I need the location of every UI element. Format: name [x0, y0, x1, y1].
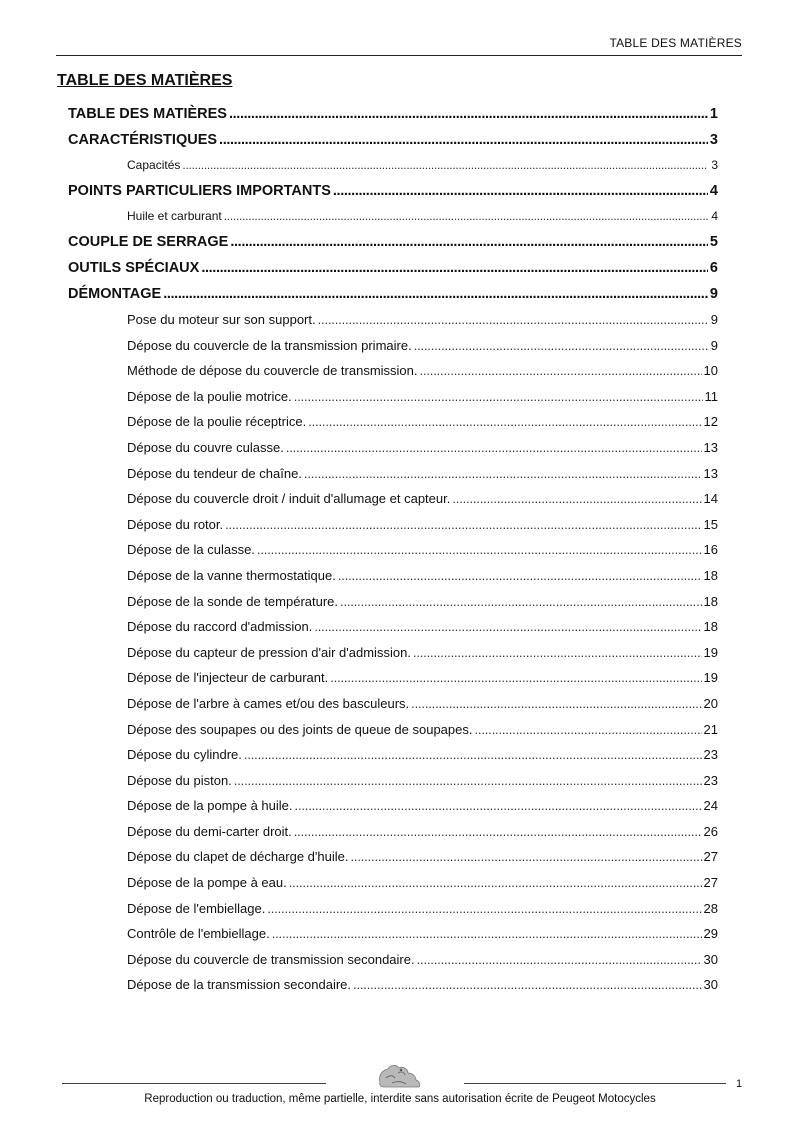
toc-entry-page: 23: [703, 747, 718, 763]
footer-rule-right: [464, 1083, 726, 1084]
toc-entry-page: 9: [710, 312, 718, 327]
dot-leader: [417, 952, 702, 967]
dot-leader: [224, 209, 708, 223]
toc-entry-page: 12: [703, 414, 718, 430]
toc-entry-label: DÉMONTAGE: [68, 286, 162, 302]
toc-entry[interactable]: [68, 952, 718, 978]
toc-entry-label: COUPLE DE SERRAGE: [68, 234, 229, 250]
toc-entry-page: 27: [703, 875, 718, 891]
toc-entry-page: 3: [711, 158, 718, 172]
toc-entry-label: Dépose de l'arbre à cames et/ou des basculeurs.: [127, 695, 410, 711]
toc-entry-page: 23: [703, 772, 718, 788]
dot-leader: [294, 389, 703, 404]
toc-entry-page: 3: [709, 132, 718, 148]
page-title: TABLE DES MATIÈRES: [57, 72, 233, 89]
dot-leader: [272, 926, 702, 941]
toc-entry-page: 19: [703, 644, 718, 660]
dot-leader: [267, 901, 701, 916]
toc-entry-page: 28: [703, 900, 718, 916]
toc-entry-page: 21: [703, 721, 718, 737]
toc-entry-label: Dépose du raccord d'admission.: [127, 619, 313, 635]
toc-entry-page: 9: [710, 337, 718, 353]
toc-entry-page: 15: [703, 516, 718, 532]
toc-entry[interactable]: [68, 773, 718, 799]
toc-entry[interactable]: [68, 670, 718, 696]
toc-entry-label: Dépose du rotor.: [127, 516, 224, 532]
page-number: 1: [736, 1078, 743, 1090]
toc-entry-label: Pose du moteur sur son support.: [127, 312, 316, 327]
toc-entry-page: 30: [703, 977, 718, 993]
dot-leader: [333, 183, 708, 199]
toc-entry[interactable]: [68, 260, 718, 286]
dot-leader: [338, 568, 702, 583]
toc-entry-page: 24: [703, 798, 718, 814]
toc-entry-label: Dépose de la sonde de température.: [127, 593, 339, 609]
toc-entry[interactable]: [68, 696, 718, 722]
dot-leader: [225, 517, 701, 532]
dot-leader: [163, 286, 708, 302]
dot-leader: [244, 747, 702, 762]
toc-entry[interactable]: [68, 824, 718, 850]
toc-entry[interactable]: [68, 747, 718, 773]
toc-entry-page: 4: [711, 209, 718, 223]
toc-entry-page: 19: [703, 670, 718, 686]
toc-entry-label: Dépose du clapet de décharge d'huile.: [127, 849, 349, 865]
toc-entry[interactable]: [68, 440, 718, 466]
dot-leader: [414, 338, 708, 353]
toc-entry-label: Contrôle de l'embiellage.: [127, 926, 270, 942]
toc-entry[interactable]: [68, 312, 718, 338]
toc-entry[interactable]: [68, 414, 718, 440]
toc-entry-label: POINTS PARTICULIERS IMPORTANTS: [68, 183, 331, 199]
dot-leader: [234, 773, 702, 788]
toc-entry[interactable]: [68, 286, 718, 312]
toc-entry-page: 16: [703, 542, 718, 558]
header-rule: [56, 55, 742, 56]
dot-leader: [201, 260, 708, 276]
toc-entry-label: Dépose de la transmission secondaire.: [127, 977, 352, 993]
toc-entry[interactable]: [68, 645, 718, 671]
dot-leader: [411, 696, 701, 711]
dot-leader: [295, 798, 702, 813]
toc-entry-label: Dépose des soupapes ou des joints de queue de soupapes.: [127, 721, 473, 737]
dot-leader: [314, 619, 701, 634]
toc-entry[interactable]: [68, 875, 718, 901]
toc-entry-label: Dépose de la culasse.: [127, 542, 255, 558]
toc-entry-page: 14: [703, 491, 718, 507]
toc-entry-page: 11: [704, 388, 718, 404]
toc-entry[interactable]: [68, 542, 718, 568]
toc-entry[interactable]: [68, 183, 718, 209]
toc-entry-label: Dépose de la vanne thermostatique.: [127, 567, 336, 583]
toc-entry-page: 1: [709, 106, 718, 122]
dot-leader: [182, 158, 708, 172]
toc-entry-label: OUTILS SPÉCIAUX: [68, 260, 200, 276]
copyright-notice: Reproduction ou traduction, même partielle, interdite sans autorisation écrite de Peugeot Motocycles: [144, 1093, 656, 1105]
toc-entry-label: Dépose du demi-carter droit.: [127, 823, 292, 839]
toc-entry-page: 30: [703, 951, 718, 967]
dot-leader: [413, 645, 702, 660]
dot-leader: [289, 875, 702, 890]
toc-entry-label: Dépose du couvercle de la transmission primaire.: [127, 337, 412, 353]
toc-entry-page: 10: [703, 363, 718, 379]
toc-entry-page: 6: [709, 260, 718, 276]
toc-entry-label: Dépose du capteur de pression d'air d'admission.: [127, 644, 411, 660]
toc-entry-page: 13: [703, 439, 718, 455]
toc-entry-label: Dépose de la poulie motrice.: [127, 388, 292, 404]
toc-entry[interactable]: [68, 619, 718, 645]
toc-entry-label: Dépose du cylindre.: [127, 747, 242, 763]
dot-leader: [420, 363, 702, 378]
toc-entry-label: Dépose de la pompe à eau.: [127, 875, 287, 891]
toc-entry[interactable]: [68, 106, 718, 132]
toc-entry[interactable]: [68, 158, 718, 183]
toc-entry[interactable]: [68, 389, 718, 415]
toc-entry-page: 13: [703, 465, 718, 481]
lion-logo-icon: [372, 1060, 428, 1090]
toc-entry-page: 18: [703, 619, 718, 635]
dot-leader: [286, 440, 702, 455]
toc-entry-label: Méthode de dépose du couvercle de transmission.: [127, 363, 418, 379]
toc-entry-page: 20: [703, 695, 718, 711]
table-of-contents: [68, 106, 718, 1003]
dot-leader: [318, 312, 708, 327]
toc-entry[interactable]: [68, 568, 718, 594]
toc-entry-page: 18: [703, 567, 718, 583]
dot-leader: [474, 722, 701, 737]
toc-entry-page: 29: [703, 926, 718, 942]
toc-entry-label: Dépose de la pompe à huile.: [127, 798, 293, 814]
toc-entry-label: Dépose du couvercle de transmission secondaire.: [127, 951, 415, 967]
toc-entry-page: 26: [703, 823, 718, 839]
toc-entry-label: Dépose du tendeur de chaîne.: [127, 465, 302, 481]
toc-entry-label: Dépose du couvre culasse.: [127, 439, 284, 455]
running-header: TABLE DES MATIÈRES: [609, 36, 742, 50]
toc-entry[interactable]: [68, 798, 718, 824]
footer-rule-left: [62, 1083, 326, 1084]
toc-entry-label: Capacités: [127, 158, 181, 172]
toc-entry-label: Dépose de l'injecteur de carburant.: [127, 670, 329, 686]
toc-entry-label: Dépose du couvercle droit / induit d'allumage et capteur.: [127, 491, 451, 507]
toc-entry-page: 18: [703, 593, 718, 609]
toc-entry-label: Huile et carburant: [127, 209, 222, 223]
toc-entry[interactable]: [68, 926, 718, 952]
toc-entry[interactable]: [68, 209, 718, 234]
toc-entry[interactable]: [68, 901, 718, 927]
toc-entry[interactable]: [68, 722, 718, 748]
toc-entry[interactable]: [68, 594, 718, 620]
toc-entry[interactable]: [68, 338, 718, 364]
toc-entry[interactable]: [68, 466, 718, 492]
dot-leader: [330, 670, 701, 685]
dot-leader: [353, 977, 702, 992]
toc-entry-page: 4: [709, 183, 718, 199]
dot-leader: [452, 491, 701, 506]
toc-entry[interactable]: [68, 363, 718, 389]
dot-leader: [304, 466, 702, 481]
toc-entry-label: TABLE DES MATIÈRES: [68, 106, 227, 122]
dot-leader: [350, 849, 701, 864]
toc-entry[interactable]: [68, 132, 718, 158]
dot-leader: [308, 414, 701, 429]
toc-entry[interactable]: [68, 849, 718, 875]
toc-entry[interactable]: [68, 977, 718, 1003]
toc-entry-label: Dépose du piston.: [127, 772, 232, 788]
toc-entry-label: Dépose de l'embiellage.: [127, 900, 266, 916]
dot-leader: [230, 234, 708, 250]
toc-entry-label: Dépose de la poulie réceptrice.: [127, 414, 307, 430]
dot-leader: [340, 594, 702, 609]
dot-leader: [219, 132, 708, 148]
toc-entry[interactable]: [68, 517, 718, 543]
dot-leader: [257, 542, 702, 557]
toc-entry-page: 27: [703, 849, 718, 865]
toc-entry-page: 5: [709, 234, 718, 250]
toc-entry[interactable]: [68, 491, 718, 517]
toc-entry[interactable]: [68, 234, 718, 260]
toc-entry-label: CARACTÉRISTIQUES: [68, 132, 218, 148]
toc-entry-page: 9: [709, 286, 718, 302]
dot-leader: [294, 824, 702, 839]
dot-leader: [229, 106, 708, 122]
